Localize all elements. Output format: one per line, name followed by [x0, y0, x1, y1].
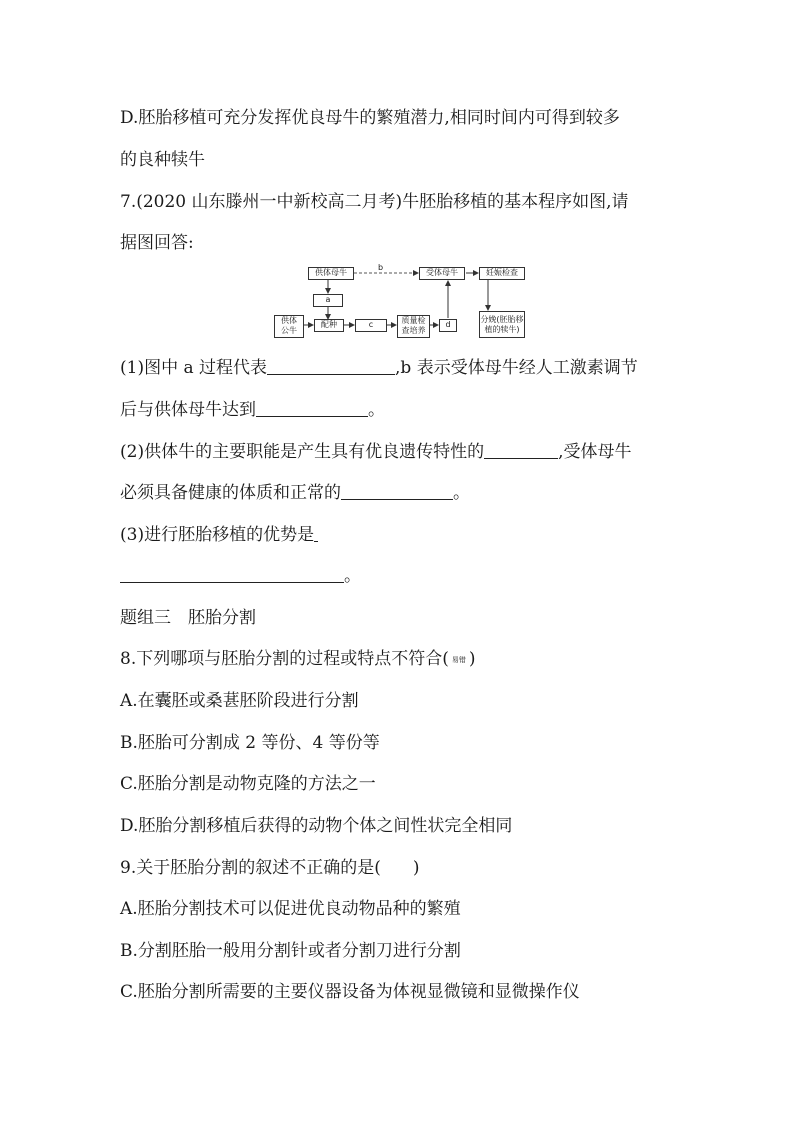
node-calving: 分娩(胚胎移 植的犊牛): [479, 311, 525, 338]
node-donor-bull: 供体 公牛: [274, 315, 304, 338]
question-7-2-line-b: 必须具备健康的体质和正常的 。: [120, 483, 470, 503]
node-recipient-cow: 受体母牛: [419, 267, 465, 280]
node-mating: 配种: [314, 319, 344, 332]
label-b: b: [378, 263, 384, 272]
node-quality-check: 质量检 查培养: [397, 315, 430, 338]
question-8-option-c[interactable]: C.胚胎分割是动物克隆的方法之一: [120, 774, 376, 794]
question-7-stem-cont: 据图回答:: [120, 233, 194, 253]
answer-blank-c[interactable]: [484, 440, 558, 459]
question-7-3-line-b: 。: [120, 564, 361, 588]
node-donor-cow: 供体母牛: [308, 267, 354, 280]
question-7-3-line-a: (3)进行胚胎移植的优势是: [120, 523, 318, 547]
question-9-option-a[interactable]: A.胚胎分割技术可以促进优良动物品种的繁殖: [120, 899, 461, 919]
section-heading: 题组三 胚胎分割: [120, 608, 256, 628]
error-prone-tag: 易错: [451, 656, 466, 664]
answer-blank-a[interactable]: [267, 356, 395, 375]
question-7-1-line-a: (1)图中 a 过程代表 ,b 表示受体母牛经人工激素调节: [120, 358, 638, 378]
line-1: D.胚胎移植可充分发挥优良母牛的繁殖潜力,相同时间内可得到较多: [120, 108, 620, 128]
node-c: c: [355, 319, 387, 332]
question-8-stem: 8.下列哪项与胚胎分割的过程或特点不符合( 易错 ): [120, 649, 476, 669]
embryo-transfer-flowchart: [270, 262, 540, 346]
answer-blank-e-start[interactable]: [314, 523, 318, 542]
question-9-option-b[interactable]: B.分割胚胎一般用分割针或者分割刀进行分割: [120, 941, 461, 961]
line-2: 的良种犊牛: [120, 150, 205, 170]
answer-blank-e[interactable]: [120, 564, 344, 583]
question-8-option-a[interactable]: A.在囊胚或桑葚胚阶段进行分割: [120, 691, 359, 711]
node-a: a: [313, 294, 343, 307]
question-9-option-c[interactable]: C.胚胎分割所需要的主要仪器设备为体视显微镜和显微操作仪: [120, 982, 580, 1002]
question-7-1-line-b: 后与供体母牛达到 。: [120, 400, 385, 420]
question-9-stem: 9.关于胚胎分割的叙述不正确的是( ): [120, 858, 420, 878]
node-d: d: [439, 319, 457, 332]
question-7-stem: 7.(2020 山东滕州一中新校高二月考)牛胚胎移植的基本程序如图,请: [120, 192, 629, 212]
question-8-option-d[interactable]: D.胚胎分割移植后获得的动物个体之间性状完全相同: [120, 816, 513, 836]
question-8-option-b[interactable]: B.胚胎可分割成 2 等份、4 等份等: [120, 733, 380, 753]
answer-blank-d[interactable]: [341, 481, 453, 500]
node-pregnancy-check: 妊娠检查: [479, 267, 525, 280]
question-7-2-line-a: (2)供体牛的主要职能是产生具有优良遗传特性的 ,受体母牛: [120, 442, 632, 462]
answer-blank-b[interactable]: [256, 398, 368, 417]
